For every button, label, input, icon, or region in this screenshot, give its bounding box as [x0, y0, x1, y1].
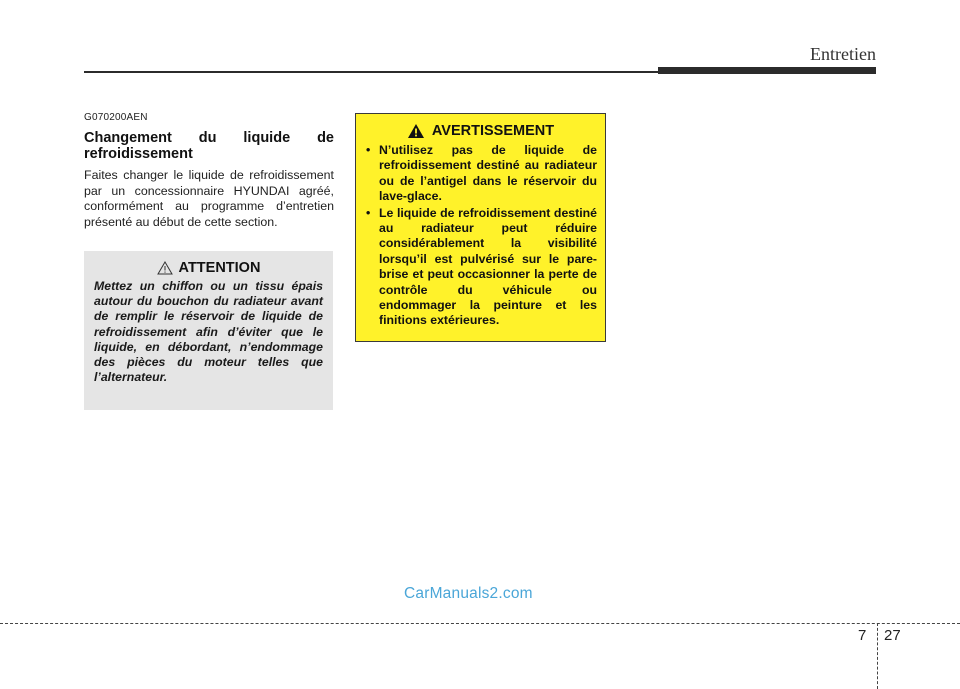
coolant-section: [84, 112, 334, 230]
warning-header: [364, 123, 597, 139]
footer-rule: [0, 623, 960, 624]
warning-box: [355, 113, 606, 342]
watermark-link[interactable]: CarManuals2.com: [404, 585, 533, 602]
caution-header: [94, 260, 323, 276]
warning-triangle-icon: [407, 123, 425, 139]
section-code: G070200AEN: [84, 112, 148, 123]
caution-triangle-icon: [157, 261, 173, 275]
chapter-number: 7: [858, 627, 867, 644]
header-rule-thin: [84, 71, 664, 73]
warning-item: [364, 206, 597, 329]
page-section-header: Entretien: [810, 44, 876, 64]
section-body: Faites changer le liquide de refroidissement par un concessionnaire HYUNDAI agréé, conformément au programme d’entretien présenté au début de cette section.: [84, 168, 334, 229]
caution-title: ATTENTION: [178, 260, 261, 276]
page-number: 27: [884, 627, 901, 644]
warning-item-text: Le liquide de refroidissement destiné au radiateur peut réduire considérablement la visibilité lorsqu’il est pulvérisé sur le pare-brise et peut occasionner la perte de contrôle du véhicule ou endommager la peinture et les finitions extérieures.: [379, 205, 597, 328]
footer-divider: [877, 623, 878, 689]
section-title: Changement du liquide de refroidissement: [84, 130, 334, 162]
warning-title: AVERTISSEMENT: [431, 123, 555, 139]
header-rule-thick: [658, 67, 876, 74]
warning-list: [364, 143, 597, 329]
bullet-icon: •: [366, 143, 371, 157]
warning-item: [364, 143, 597, 205]
warning-item-text: N’utilisez pas de liquide de refroidissement destiné au radiateur ou de l’antigel dans le réservoir du lave-glace.: [379, 143, 597, 204]
caution-box: [84, 251, 333, 410]
bullet-icon: •: [366, 205, 371, 220]
caution-text: Mettez un chiffon ou un tissu épais autour du bouchon du radiateur avant de remplir le réservoir de liquide de refroidissement afin d’éviter que le liquide, en débordant, n’endommage des pièces du moteur telles que l’alternateur.: [94, 279, 323, 385]
